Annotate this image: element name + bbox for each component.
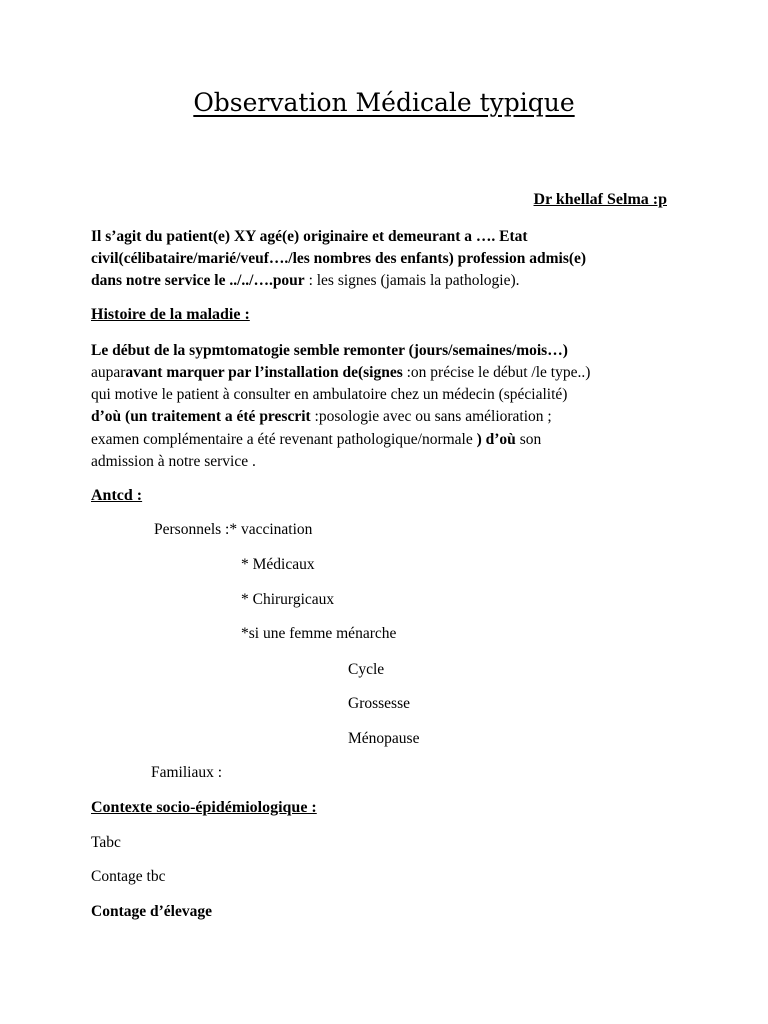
histoire-line-4-rest: :posologie avec ou sans amélioration ; xyxy=(310,408,552,425)
intro-line-3-bold: dans notre service le ../../….pour xyxy=(91,272,305,289)
antcd-medicaux: * Médicaux xyxy=(241,556,315,573)
document-title: Observation Médicale typique xyxy=(193,88,575,117)
contexte-tabc: Tabc xyxy=(91,834,121,851)
histoire-line-2 xyxy=(91,364,590,382)
histoire-heading: Histoire de la maladie : xyxy=(91,306,250,323)
author-name: Dr khellaf Selma :p xyxy=(533,191,667,208)
contexte-contage-tbc: Contage tbc xyxy=(91,868,166,885)
antcd-personnels: Personnels :* vaccination xyxy=(154,521,313,538)
intro-line-3 xyxy=(91,272,520,290)
histoire-line-2-a: aupar xyxy=(91,364,126,381)
histoire-line-5-c: son xyxy=(515,431,542,448)
contexte-contage-elevage: Contage d’élevage xyxy=(91,903,212,920)
antcd-cycle: Cycle xyxy=(348,661,385,678)
histoire-line-4-bold: d’où (un traitement a été prescrit xyxy=(91,408,311,425)
histoire-line-5-bold: ) d’où xyxy=(476,431,516,448)
antcd-femme: *si une femme ménarche xyxy=(241,625,397,642)
antcd-grossesse: Grossesse xyxy=(348,695,410,712)
histoire-line-5-a: examen complémentaire a été revenant pathologique/normale xyxy=(91,431,477,448)
histoire-line-3: qui motive le patient à consulter en ambulatoire chez un médecin (spécialité) xyxy=(91,386,568,403)
antcd-chirurgicaux: * Chirurgicaux xyxy=(241,591,335,608)
antcd-familiaux: Familiaux : xyxy=(151,764,223,781)
antcd-menopause: Ménopause xyxy=(348,730,420,747)
histoire-line-1: Le début de la sypmtomatogie semble remonter (jours/semaines/mois…) xyxy=(91,342,568,359)
histoire-line-6: admission à notre service . xyxy=(91,453,256,470)
intro-line-3-rest: : les signes (jamais la pathologie). xyxy=(304,272,520,289)
histoire-line-5 xyxy=(91,431,541,449)
histoire-line-2-bold: avant marquer par l’installation de(signes xyxy=(125,364,403,381)
intro-line-1: Il s’agit du patient(e) XY agé(e) originaire et demeurant a …. Etat xyxy=(91,228,528,245)
antcd-heading: Antcd : xyxy=(91,487,143,504)
histoire-line-2-c: :on précise le début /le type..) xyxy=(402,364,591,381)
contexte-heading: Contexte socio-épidémiologique : xyxy=(91,799,317,816)
intro-line-2: civil(célibataire/marié/veuf…./les nombres des enfants) profession admis(e) xyxy=(91,250,587,267)
histoire-line-4 xyxy=(91,408,552,426)
